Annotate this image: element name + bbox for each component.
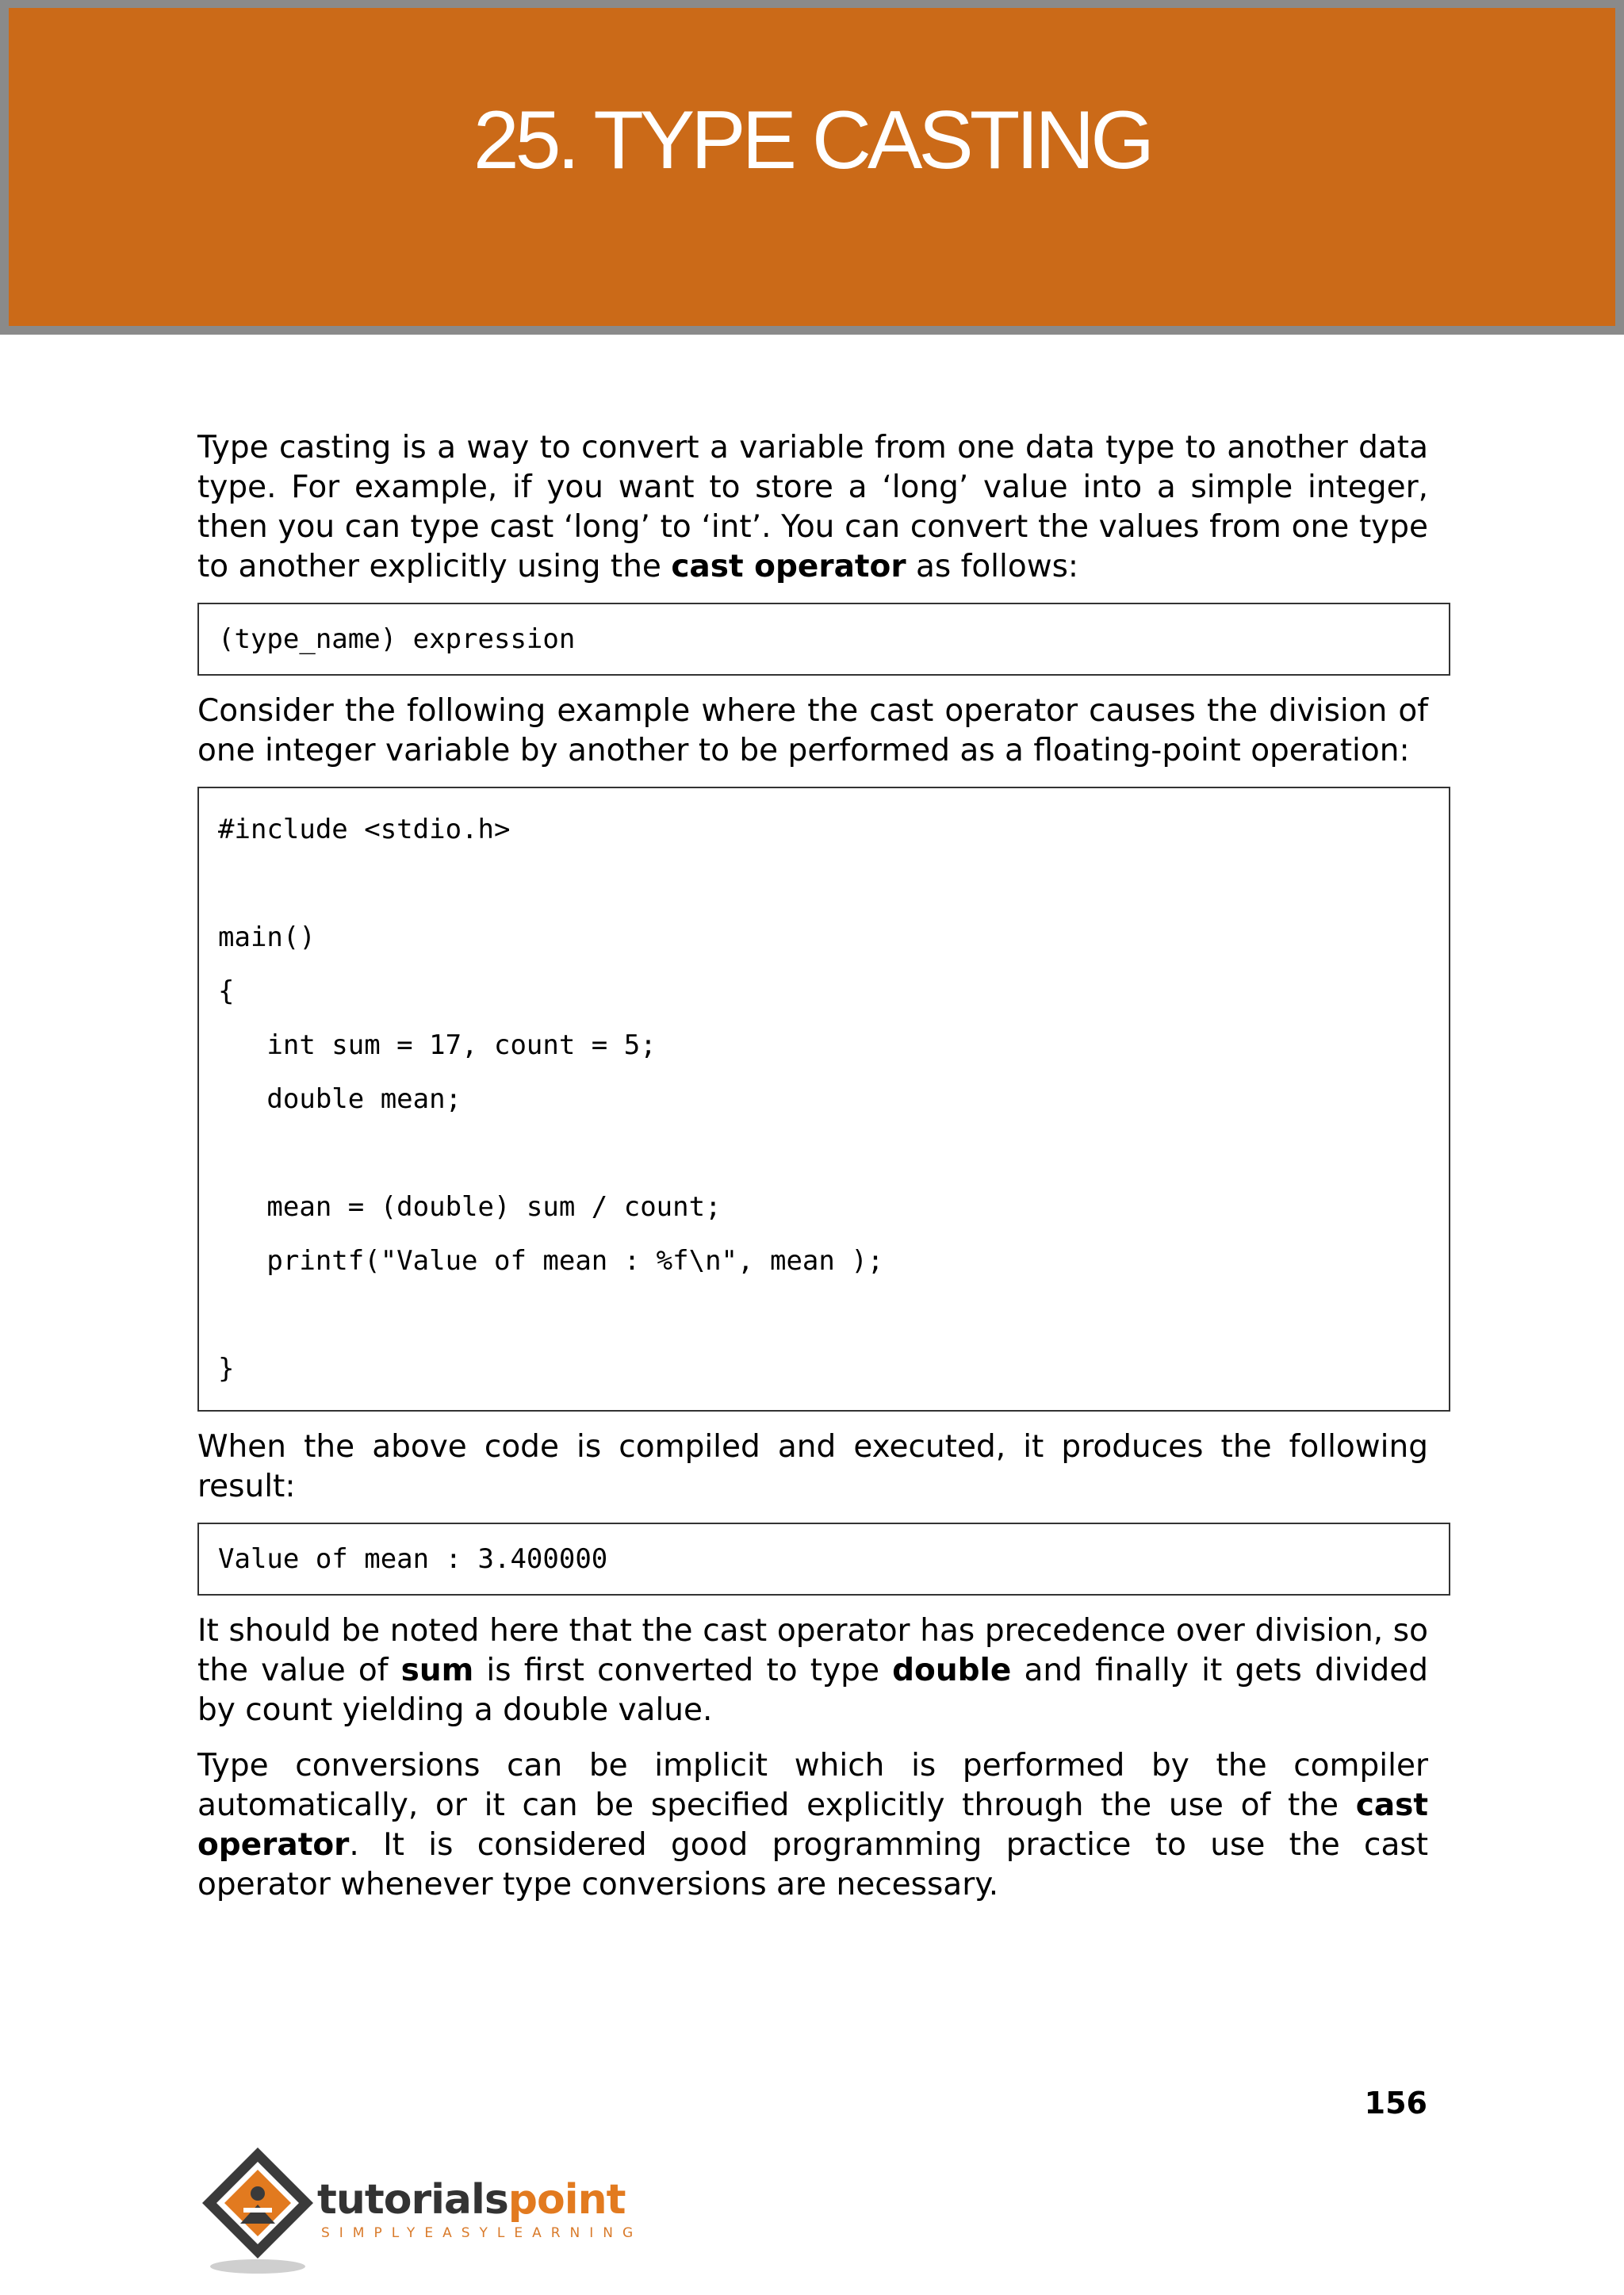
code-line: } xyxy=(218,1353,235,1385)
intro-text-end: as follows: xyxy=(906,549,1079,584)
conversions-text-1: Type conversions can be implicit which is performed by the compiler automatically, or it can be specified explicitly through the use of the xyxy=(197,1748,1428,1823)
logo-wordmark-part1: tutorials xyxy=(317,2176,508,2224)
intro-bold: cast operator xyxy=(671,549,906,584)
code-line: double mean; xyxy=(218,1083,462,1115)
syntax-code-line: (type_name) expression xyxy=(218,623,576,655)
note-text-2: is first converted to type xyxy=(473,1653,893,1688)
example-intro-paragraph: Consider the following example where the cast operator causes the division of one integer variable by another to be performed as a floating-point operation: xyxy=(197,693,1428,768)
page-number: 156 xyxy=(1364,2086,1427,2121)
code-line: main() xyxy=(218,921,316,953)
note-text-1: It should be noted here that the cast operator has precedence over division, so the value of xyxy=(197,1613,1428,1688)
intro-text: Type casting is a way to convert a variable from one data type to another data type. For example, if you want to store a ‘long’ value into a simple integer, then you can type cast ‘long’ to ‘int’. You can convert the values from one type to another explicitly using the xyxy=(197,430,1428,584)
tutorialspoint-logo-icon xyxy=(194,2141,313,2276)
logo-wordmark xyxy=(317,2176,625,2224)
code-line: int sum = 17, count = 5; xyxy=(218,1029,657,1061)
result-code-line: Value of mean : 3.400000 xyxy=(218,1543,608,1575)
conversions-text-2: . It is considered good programming practice to use the cast operator whenever type conversions are necessary. xyxy=(197,1827,1428,1902)
code-line xyxy=(218,856,1430,910)
chapter-header xyxy=(0,0,1624,335)
example-code-box xyxy=(197,787,1450,1412)
code-line xyxy=(218,1126,1430,1180)
syntax-code-box xyxy=(197,603,1450,676)
code-line: #include <stdio.h> xyxy=(218,814,511,845)
note-paragraph xyxy=(197,1611,1428,1730)
note-bold-double: double xyxy=(892,1653,1012,1688)
code-line: mean = (double) sum / count; xyxy=(218,1191,722,1223)
conversions-paragraph xyxy=(197,1746,1428,1905)
code-line: printf("Value of mean : %f\n", mean ); xyxy=(218,1245,884,1277)
note-text-3: and finally it gets divided by count yielding a double value. xyxy=(197,1653,1428,1728)
intro-paragraph xyxy=(197,428,1428,587)
content xyxy=(197,428,1428,1921)
logo-tagline: SIMPLYEASYLEARNING xyxy=(321,2225,643,2241)
result-intro-paragraph: When the above code is compiled and executed, it produces the following result: xyxy=(197,1429,1428,1504)
result-code-box xyxy=(197,1523,1450,1596)
note-bold-sum: sum xyxy=(400,1653,474,1688)
conversions-bold: cast operator xyxy=(197,1787,1428,1863)
code-line: { xyxy=(218,975,235,1007)
code-line xyxy=(218,1288,1430,1342)
chapter-title: 25. TYPE CASTING xyxy=(473,94,1151,186)
tutorialspoint-logo xyxy=(194,2141,643,2276)
logo-wordmark-part2: point xyxy=(508,2176,626,2224)
